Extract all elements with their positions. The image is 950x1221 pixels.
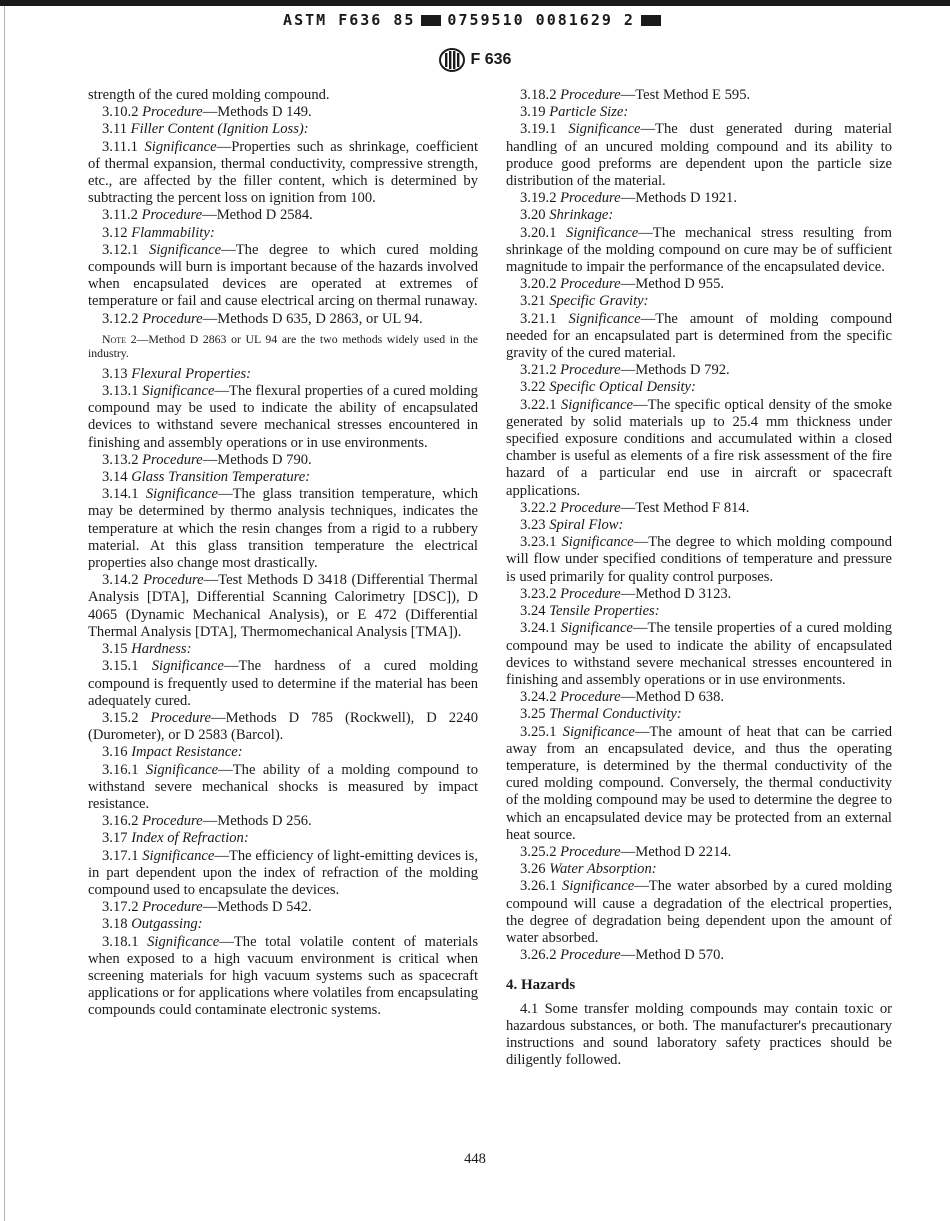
paragraph: 3.24.2 Procedure—Method D 638. <box>520 689 725 706</box>
right-column <box>506 87 892 1069</box>
note: Note 2—Method D 2863 or UL 94 are the two methods widely used in the industry. <box>88 331 478 360</box>
subsection-heading: 3.14 Glass Transition Temperature: <box>102 469 311 486</box>
paragraph: 3.25.1 Significance—The amount of heat that can be carried away from an encapsulated device, and thus the operating temperature, is determined by the thermal conductivity of the cured molding compound. Conversely, the thermal conductivity of the molding compound may be used to determine the degree to which an encapsulated device may be protected from an external heat source. <box>506 723 892 843</box>
left-column <box>88 87 478 1020</box>
paragraph: 3.21.1 Significance—The amount of molding compound needed for an encapsulated part is determined from the specific gravity of the cured material. <box>506 310 892 362</box>
paragraph: 3.12.1 Significance—The degree to which cured molding compounds will burn is important because of the hazards involved when encapsulated devices are operated at extremes of temperature or fail and cause electrical arcing on thermal runaway. <box>88 241 479 310</box>
paragraph: 3.23.2 Procedure—Method D 3123. <box>520 585 732 602</box>
subsection-heading: 3.12 Flammability: <box>102 224 215 241</box>
page-number: 448 <box>464 1151 486 1167</box>
paragraph: 3.26.1 Significance—The water absorbed by a cured molding compound will cause a degradation of the electrical properties, the degree of degradation being dependent upon the amount of water absorbed. <box>506 878 892 946</box>
subsection-heading: 3.23 Spiral Flow: <box>520 517 624 534</box>
paragraph: strength of the cured molding compound. <box>88 87 330 103</box>
subsection-heading: 3.26 Water Absorption: <box>520 861 657 878</box>
paragraph: 3.14.2 Procedure—Test Methods D 3418 (Differential Thermal Analysis [DTA], Differential Scanning Calorimetry [DSC]), D 4065 (Dynamic Mechanical Analysis), or E 472 (Differential Thermal Analysis [DTA], Thermomechanical Analysis [TMA]). <box>88 572 478 640</box>
paragraph: 3.17.1 Significance—The efficiency of light-emitting devices is, in part dependent upon the index of refraction of the molding compound used to encapsulate the devices. <box>88 847 478 898</box>
paragraph: 3.17.2 Procedure—Methods D 542. <box>102 899 312 916</box>
subsection-heading: 3.11 Filler Content (Ignition Loss): <box>102 121 309 138</box>
subsection-heading: 3.18 Outgassing: <box>102 916 203 933</box>
paragraph: 3.20.2 Procedure—Method D 955. <box>520 276 725 293</box>
paragraph: 3.22.2 Procedure—Test Method F 814. <box>520 499 750 516</box>
paragraph: 3.23.1 Significance—The degree to which molding compound will flow under specified conditions of temperature and pressure is used primarily for quality control purposes. <box>506 534 893 585</box>
paragraph: 3.22.1 Significance—The specific optical density of the smoke generated by solid materials up to 25.4 mm thickness under specified exposure conditions and accumulated within a closed chamber is useful as elements of a fire risk assessment of the fire hazard of a particular end use in aircraft or spacecraft applications. <box>506 396 892 499</box>
standard-designation: F 636 <box>470 51 512 68</box>
paragraph: 3.11.2 Procedure—Method D 2584. <box>102 207 313 224</box>
section-heading-hazards: 4. Hazards <box>506 977 576 994</box>
subsection-heading: 3.16 Impact Resistance: <box>102 744 243 761</box>
paragraph: 3.11.1 Significance—Properties such as shrinkage, coefficient of thermal expansion, thermal conductivity, compressive strength, etc., are affected by the filler content, which is determined by subtracting the percent loss on ignition from 100. <box>88 138 479 207</box>
control-code-prefix: ASTM F636 85 <box>283 11 416 29</box>
paragraph: 3.18.1 Significance—The total volatile content of materials when exposed to a high vacuum environment is critical when screening materials for high vacuum systems such as spacecraft applications or for applications where volatiles from encapsulating compounds could contaminate electronic systems. <box>88 933 479 1019</box>
paragraph: 3.16.1 Significance—The ability of a molding compound to withstand severe mechanical shocks is measured by impact resistance. <box>88 761 478 812</box>
paragraph: 3.21.2 Procedure—Methods D 792. <box>520 362 730 379</box>
paragraph: 3.19.1 Significance—The dust generated during material handling of an uncured molding compound and its ability to produce good preforms are dependent upon the particle size distribution of the material. <box>506 121 892 190</box>
paragraph: 3.25.2 Procedure—Method D 2214. <box>520 843 732 860</box>
subsection-heading: 3.25 Thermal Conductivity: <box>520 706 682 723</box>
paragraph: 3.15.2 Procedure—Methods D 785 (Rockwell), D 2240 (Durometer), or D 2583 (Barcol). <box>88 709 478 744</box>
paragraph: 3.12.2 Procedure—Methods D 635, D 2863, or UL 94. <box>102 310 423 327</box>
astm-logo-icon <box>439 48 465 72</box>
top-rule <box>0 0 950 6</box>
block-mark <box>641 15 661 26</box>
paragraph: 3.15.1 Significance—The hardness of a cured molding compound is frequently used to determine if the material has been adequately cured. <box>88 658 479 709</box>
paragraph: 3.24.1 Significance—The tensile properties of a cured molding compound may be used to indicate the ability of encapsulated devices to withstand severe mechanical stresses encountered in finishing and assembly operations or in use environments. <box>506 620 892 688</box>
block-mark <box>421 15 441 26</box>
designation-header <box>0 48 950 72</box>
subsection-heading: 3.21 Specific Gravity: <box>520 293 649 310</box>
paragraph: 3.19.2 Procedure—Methods D 1921. <box>520 190 738 207</box>
subsection-heading: 3.22 Specific Optical Density: <box>520 379 696 396</box>
left-margin-rule <box>4 6 5 1221</box>
paragraph: 3.13.2 Procedure—Methods D 790. <box>102 451 312 468</box>
subsection-heading: 3.17 Index of Refraction: <box>102 830 249 847</box>
control-code-numbers: 0759510 0081629 2 <box>447 11 635 29</box>
subsection-heading: 3.15 Hardness: <box>102 641 192 658</box>
paragraph: 3.14.1 Significance—The glass transition temperature, which may be determined by thermo analysis techniques, indicates the temperature at which the resin changes from a rigid to a rubbery material. At this glass transition temperature the electrical properties also change most drastically. <box>88 486 478 572</box>
subsection-heading: 3.19 Particle Size: <box>520 104 629 121</box>
paragraph: 3.18.2 Procedure—Test Method E 595. <box>520 87 751 103</box>
document-control-code <box>0 11 950 29</box>
subsection-heading: 3.20 Shrinkage: <box>520 207 614 224</box>
paragraph: 4.1 Some transfer molding compounds may contain toxic or hazardous substances, or both. The manufacturer's precautionary instructions and sound laboratory safety practices should be diligently followed. <box>506 1000 892 1069</box>
subsection-heading: 3.13 Flexural Properties: <box>102 365 252 382</box>
paragraph: 3.10.2 Procedure—Methods D 149. <box>102 104 312 121</box>
paragraph: 3.16.2 Procedure—Methods D 256. <box>102 813 312 830</box>
paragraph: 3.26.2 Procedure—Method D 570. <box>520 947 725 964</box>
paragraph: 3.13.1 Significance—The flexural properties of a cured molding compound may be used to indicate the ability of encapsulated devices to withstand severe mechanical stresses encountered in finishing and assembly operations or in use environments. <box>88 383 478 451</box>
subsection-heading: 3.24 Tensile Properties: <box>520 603 660 620</box>
paragraph: 3.20.1 Significance—The mechanical stress resulting from shrinkage of the molding compound on cure may be of sufficient magnitude to impair the performance of the encapsulated device. <box>506 224 892 276</box>
